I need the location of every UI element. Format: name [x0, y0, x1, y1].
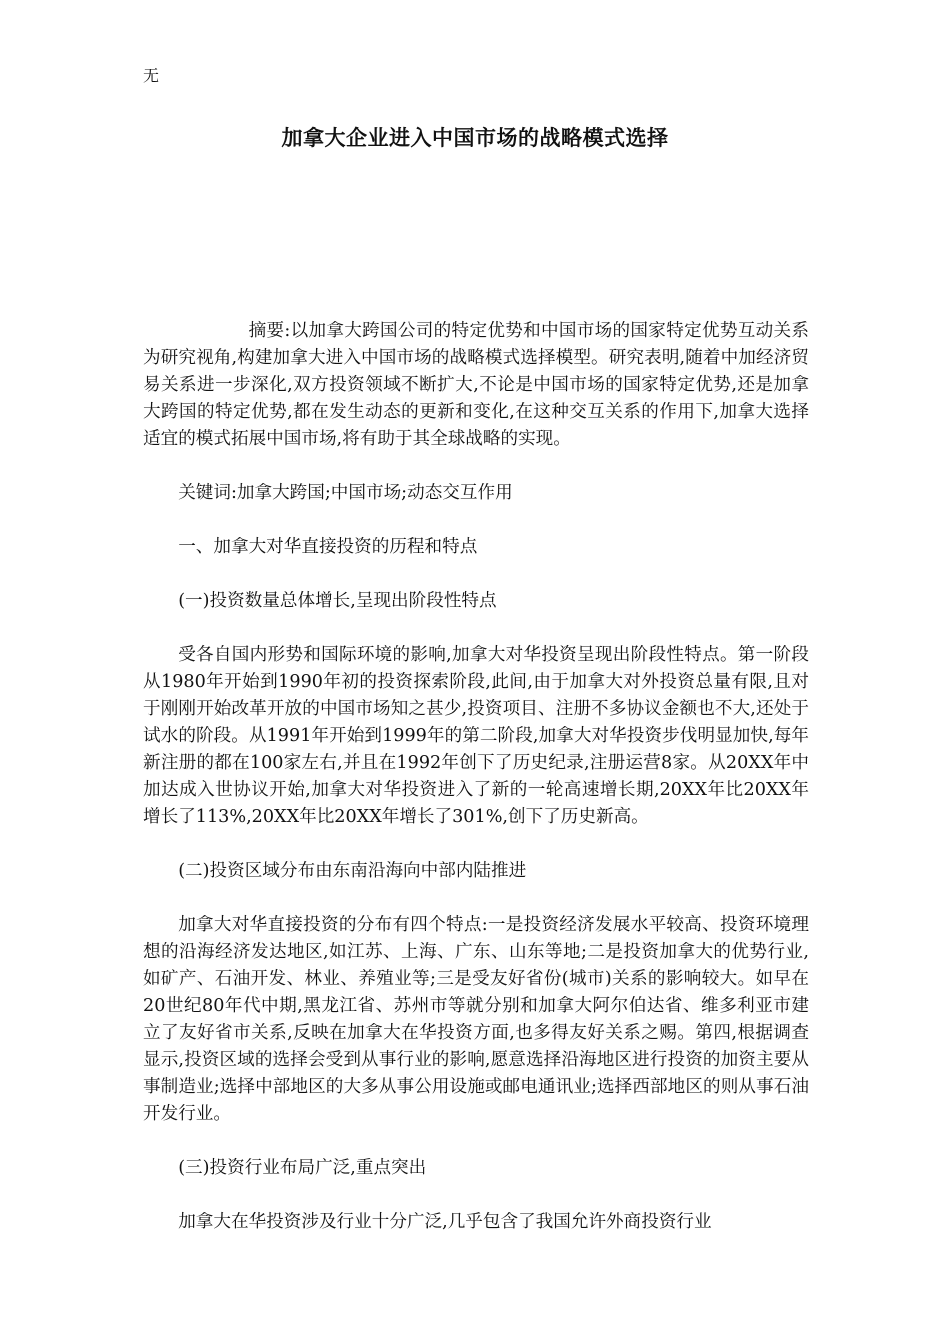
- document-title: 加拿大企业进入中国市场的战略模式选择: [281, 126, 669, 150]
- body-paragraph: 加拿大在华投资涉及行业十分广泛,几乎包含了我国允许外商投资行业: [178, 1212, 712, 1232]
- section-heading: 一、加拿大对华直接投资的历程和特点: [178, 537, 478, 557]
- document-body: [143, 318, 809, 1236]
- subsection-heading: (二)投资区域分布由东南沿海向中部内陆推进: [178, 861, 527, 881]
- abstract-paragraph: 摘要:以加拿大跨国公司的特定优势和中国市场的国家特定优势互动关系为研究视角,构建加拿大进入中国市场的战略模式选择模型。研究表明,随着中加经济贸易关系进一步深化,双方投资领域不断扩大,不论是中国市场的国家特定优势,还是加拿大跨国的特定优势,都在发生动态的更新和变化,在这种交互关系的作用下,加拿大选择适宜的模式拓展中国市场,将有助于其全球战略的实现。: [143, 321, 809, 449]
- subsection-heading: (三)投资行业布局广泛,重点突出: [178, 1158, 427, 1178]
- header-mark: 无: [143, 66, 160, 85]
- subsection-heading: (一)投资数量总体增长,呈现出阶段性特点: [178, 591, 497, 611]
- body-paragraph: 受各自国内形势和国际环境的影响,加拿大对华投资呈现出阶段性特点。第一阶段从1980年开始到1990年初的投资探索阶段,此间,由于加拿大对外投资总量有限,且对于刚刚开始改革开放的中国市场知之甚少,投资项目、注册不多协议金额也不大,还处于试水的阶段。从1991年开始到1999年的第二阶段,加拿大对华投资步伐明显加快,每年新注册的都在100家左右,并且在1992年创下了历史纪录,注册运营8家。从20XX年中加达成入世协议开始,加拿大对华投资进入了新的一轮高速增长期,20XX年比20XX年增长了113%,20XX年比20XX年增长了301%,创下了历史新高。: [143, 645, 809, 827]
- body-paragraph: 加拿大对华直接投资的分布有四个特点:一是投资经济发展水平较高、投资环境理想的沿海经济发达地区,如江苏、上海、广东、山东等地;二是投资加拿大的优势行业,如矿产、石油开发、林业、养殖业等;三是受友好省份(城市)关系的影响较大。如早在20世纪80年代中期,黑龙江省、苏州市等就分别和加拿大阿尔伯达省、维多利亚市建立了友好省市关系,反映在加拿大在华投资方面,也多得友好关系之赐。第四,根据调查显示,投资区域的选择会受到从事行业的影响,愿意选择沿海地区进行投资的加资主要从事制造业;选择中部地区的大多从事公用设施或邮电通讯业;选择西部地区的则从事石油开发行业。: [143, 915, 809, 1124]
- keywords-line: 关键词:加拿大跨国;中国市场;动态交互作用: [178, 483, 513, 503]
